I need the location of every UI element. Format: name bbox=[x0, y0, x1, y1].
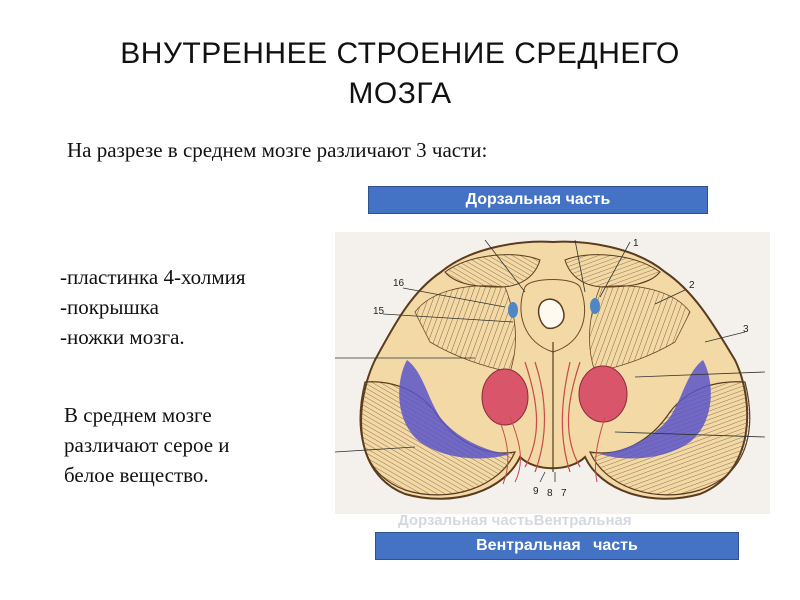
cerebral-aqueduct bbox=[539, 299, 564, 328]
part-item-tegmentum: -покрышка bbox=[60, 295, 159, 319]
midbrain-cross-section bbox=[335, 232, 770, 514]
ventral-label: Вентральная часть bbox=[375, 532, 739, 560]
label-number-16: 16 bbox=[393, 278, 405, 289]
paragraph-line-1: В среднем мозге bbox=[64, 403, 212, 427]
paragraph-line-3: белое вещество. bbox=[64, 463, 209, 487]
intro-text: На разрезе в среднем мозге различают 3 части: bbox=[67, 138, 488, 162]
title-line-2: МОЗГА bbox=[348, 77, 452, 110]
part-item-peduncles: -ножки мозга. bbox=[60, 325, 185, 349]
dorsal-label: Дорзальная часть bbox=[368, 186, 708, 214]
left-oculomotor-nucleus bbox=[508, 302, 518, 318]
label-number-2: 2 bbox=[689, 280, 695, 291]
matter-paragraph bbox=[64, 400, 324, 490]
title-line-1: ВНУТРЕННЕЕ СТРОЕНИЕ СРЕДНЕГО bbox=[120, 37, 680, 70]
label-number-9: 9 bbox=[533, 486, 539, 497]
parts-list bbox=[60, 262, 246, 352]
right-red-nucleus bbox=[579, 366, 627, 422]
paragraph-line-2: различают серое и bbox=[64, 433, 230, 457]
slide-title bbox=[40, 34, 760, 114]
label-number-3: 3 bbox=[743, 324, 749, 335]
label-number-8: 8 bbox=[547, 488, 553, 499]
ghost-label-text: Дорзальная частьВентральная bbox=[398, 512, 632, 529]
left-red-nucleus bbox=[482, 369, 528, 425]
label-number-1: 1 bbox=[633, 238, 639, 249]
right-oculomotor-nucleus bbox=[590, 298, 600, 314]
label-number-15: 15 bbox=[373, 306, 385, 317]
label-number-7: 7 bbox=[561, 488, 567, 499]
part-item-quadrigeminal: -пластинка 4-холмия bbox=[60, 265, 246, 289]
